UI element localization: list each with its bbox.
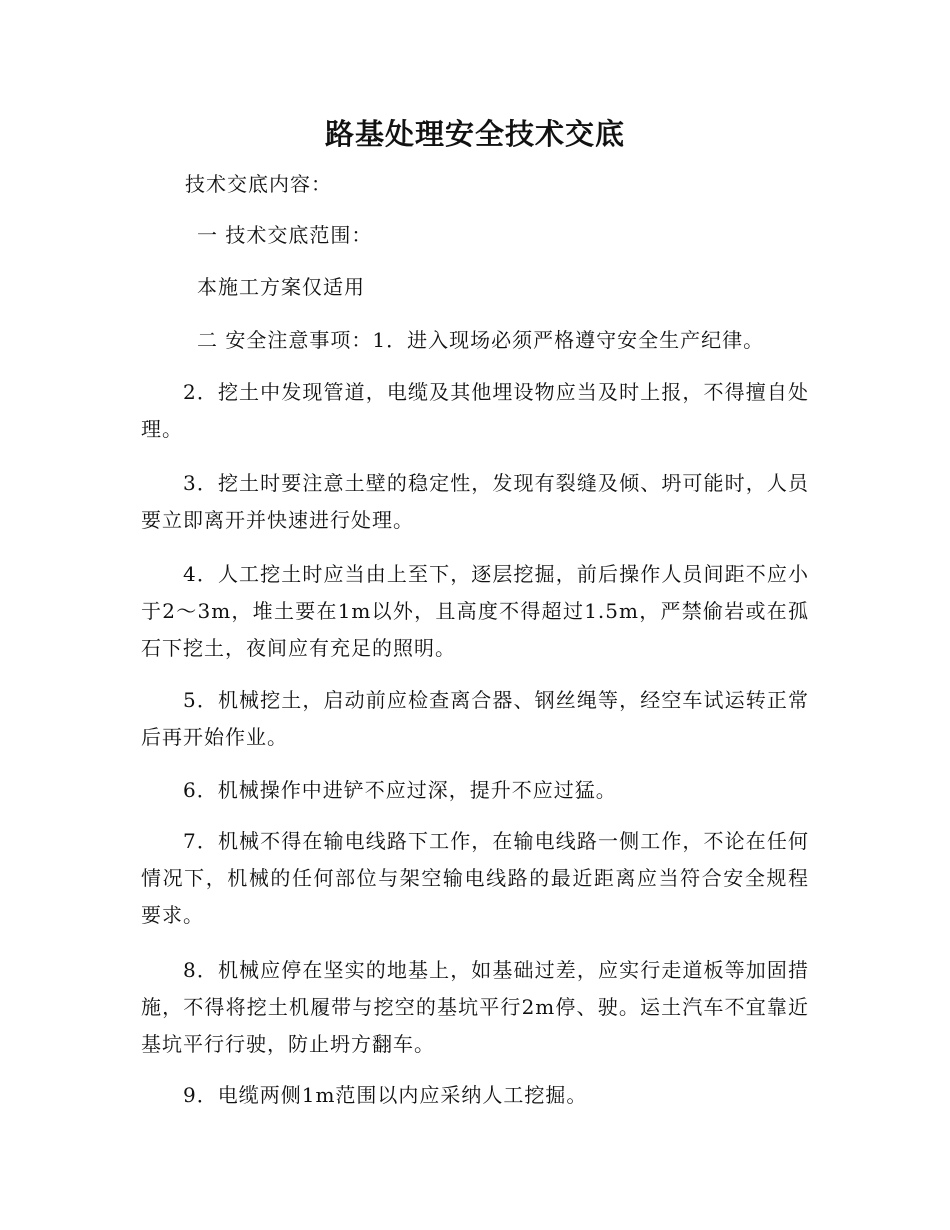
document-title: 路基处理安全技术交底	[324, 117, 625, 151]
section1-heading: 一 技术交底范围：	[197, 223, 373, 247]
safety-item-7: 7．机械不得在输电线路下工作，在输电线路一侧工作，不论在任何情况下，机械的任何部位与架空输电线路的最近距离应当符合安全规程要求。	[141, 829, 809, 927]
section2-line: 二 安全注意事项：1．进入现场必须严格遵守安全生产纪律。	[197, 328, 765, 352]
safety-item-3: 3．挖土时要注意土壁的稳定性，发现有裂缝及倾、坍可能时，人员要立即离开并快速进行处理。	[141, 471, 809, 532]
intro-heading: 技术交底内容：	[185, 172, 332, 196]
safety-item-9: 9．电缆两侧1m范围以内应采纳人工挖掘。	[183, 1083, 588, 1107]
safety-item-5: 5．机械挖土，启动前应检查离合器、钢丝绳等，经空车试运转正常后再开始作业。	[141, 688, 809, 749]
safety-item-6: 6．机械操作中进铲不应过深，提升不应过猛。	[183, 778, 617, 802]
safety-item-8: 8．机械应停在坚实的地基上，如基础过差，应实行走道板等加固措施，不得将挖土机履带与挖空的基坑平行2m停、驶。运土汽车不宜靠近基坑平行行驶，防止坍方翻车。	[141, 958, 809, 1056]
safety-item-2: 2．挖土中发现管道，电缆及其他埋设物应当及时上报，不得擅自处理。	[141, 380, 809, 441]
section1-text: 本施工方案仅适用	[197, 275, 365, 299]
safety-item-4: 4．人工挖土时应当由上至下，逐层挖掘，前后操作人员间距不应小于2～3m，堆土要在1m以外，且高度不得超过1.5m，严禁偷岩或在孤石下挖土，夜间应有充足的照明。	[141, 562, 809, 660]
